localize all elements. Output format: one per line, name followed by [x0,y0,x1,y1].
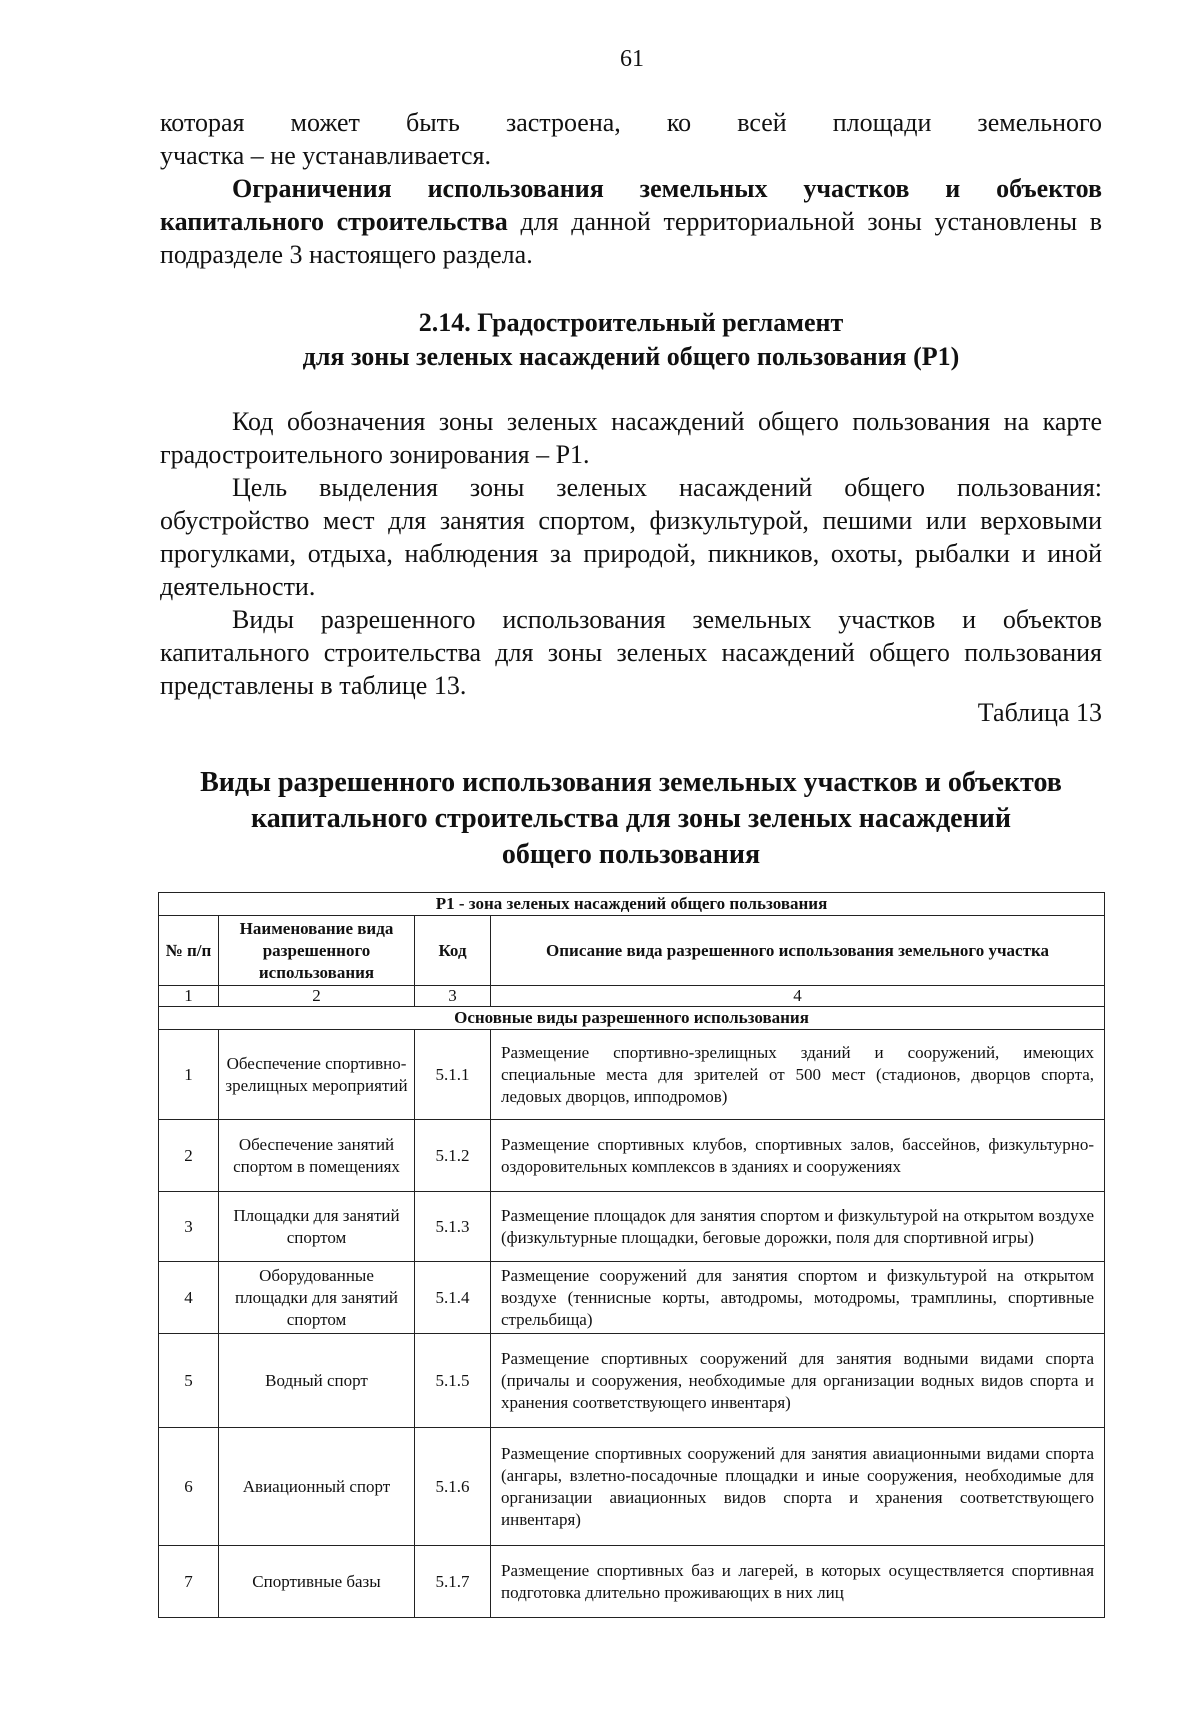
zone-header-row [159,893,1105,916]
body-paragraphs [160,405,1102,702]
row-code: 5.1.5 [415,1334,491,1428]
section-heading-line-1: 2.14. Градостроительный регламент [418,308,844,337]
row-num: 1 [159,1030,219,1120]
table-row [159,1546,1105,1618]
row-num: 4 [159,1262,219,1334]
section-heading [160,306,1102,374]
row-name: Площадки для занятий спортом [219,1192,415,1262]
table-label: Таблица 13 [977,698,1102,727]
row-desc: Размещение спортивно-зрелищных зданий и сооружений, имеющих специальные места для зрителей от 500 мест (стадионов, дворцов спорта, ледовых дворцов, ипподромов) [491,1030,1105,1120]
table-row [159,1262,1105,1334]
row-num: 7 [159,1546,219,1618]
section-header: Основные виды разрешенного использования [159,1007,1105,1030]
row-code: 5.1.1 [415,1030,491,1120]
row-code: 5.1.7 [415,1546,491,1618]
row-desc: Размещение площадок для занятия спортом и физкультурой на открытом воздухе (физкультурные площадки, беговые дорожки, поля для спортивной игры) [491,1192,1105,1262]
row-name: Обеспечение занятий спортом в помещениях [219,1120,415,1192]
header-code: Код [415,916,491,986]
restrictions-paragraph [160,172,1102,271]
table-row [159,1120,1105,1192]
row-desc: Размещение спортивных баз и лагерей, в которых осуществляется спортивная подготовка длительно проживающих в них лиц [491,1546,1105,1618]
zone-header: Р1 - зона зеленых насаждений общего пользования [159,893,1105,916]
row-name: Водный спорт [219,1334,415,1428]
column-number-row [159,986,1105,1007]
col-number: 2 [219,986,415,1007]
header-name: Наименование вида разрешенного использования [219,916,415,986]
page-number: 61 [620,46,644,72]
row-code: 5.1.4 [415,1262,491,1334]
row-name: Обеспечение спортивно-зрелищных мероприятий [219,1030,415,1120]
table-row [159,1030,1105,1120]
header-num: № п/п [159,916,219,986]
row-name: Спортивные базы [219,1546,415,1618]
restrictions-rest: для данной территориальной зоны установлены в подразделе 3 настоящего раздела. [160,207,1102,269]
row-desc: Размещение сооружений для занятия спортом и физкультурой на открытом воздухе (теннисные корты, автодромы, мотодромы, трамплины, спортивные стрельбища) [491,1262,1105,1334]
row-name: Оборудованные площадки для занятий спортом [219,1262,415,1334]
paragraph-table-reference: Виды разрешенного использования земельных участков и объектов капитального строительства для зоны зеленых насаждений общего пользования представлены в таблице 13. [160,605,1102,700]
row-desc: Размещение спортивных сооружений для занятия авиационными видами спорта (ангары, взлетно-посадочные площадки и иные сооружения, необходимые для организации авиационных видов спорта и хранения соответствующего инвентаря) [491,1428,1105,1546]
restrictions-bold: Ограничения использования земельных участков и объектов капитального строительства [160,174,1102,236]
table-row [159,1334,1105,1428]
table-title-line-1: Виды разрешенного использования земельных участков и объектов [200,767,1062,798]
paragraph-zone-code: Код обозначения зоны зеленых насаждений общего пользования на карте градостроительного зонирования – Р1. [160,407,1102,469]
row-name: Авиационный спорт [219,1428,415,1546]
table-row [159,1192,1105,1262]
col-number: 4 [491,986,1105,1007]
row-num: 2 [159,1120,219,1192]
table-row [159,1428,1105,1546]
row-code: 5.1.2 [415,1120,491,1192]
table-title-line-3: общего пользования [501,839,761,870]
header-desc: Описание вида разрешенного использования земельного участка [491,916,1105,986]
row-num: 6 [159,1428,219,1546]
table-title [160,765,1102,873]
intro-line-2: участка – не устанавливается. [160,141,491,170]
row-code: 5.1.6 [415,1428,491,1546]
row-desc: Размещение спортивных сооружений для занятия водными видами спорта (причалы и сооружения, необходимые для организации водных видов спорта и хранения соответствующего инвентаря) [491,1334,1105,1428]
row-num: 3 [159,1192,219,1262]
intro-line-1: которая может быть застроена, ко всей площади земельного [160,108,1102,137]
row-code: 5.1.3 [415,1192,491,1262]
row-desc: Размещение спортивных клубов, спортивных залов, бассейнов, физкультурно-оздоровительных комплексов в зданиях и сооружениях [491,1120,1105,1192]
section-heading-line-2: для зоны зеленых насаждений общего пользования (Р1) [302,342,960,371]
section-header-row [159,1007,1105,1030]
table-title-line-2: капитального строительства для зоны зеленых насаждений [251,803,1011,834]
col-number: 1 [159,986,219,1007]
row-num: 5 [159,1334,219,1428]
paragraph-zone-purpose: Цель выделения зоны зеленых насаждений общего пользования: обустройство мест для занятия спортом, физкультурой, пешими или верховыми прогулками, отдыха, наблюдения за природой, пикников, охоты, рыбалки и иной деятельности. [160,473,1102,601]
column-header-row [159,916,1105,986]
permitted-uses-table [158,892,1105,1618]
intro-block [160,106,1102,271]
col-number: 3 [415,986,491,1007]
